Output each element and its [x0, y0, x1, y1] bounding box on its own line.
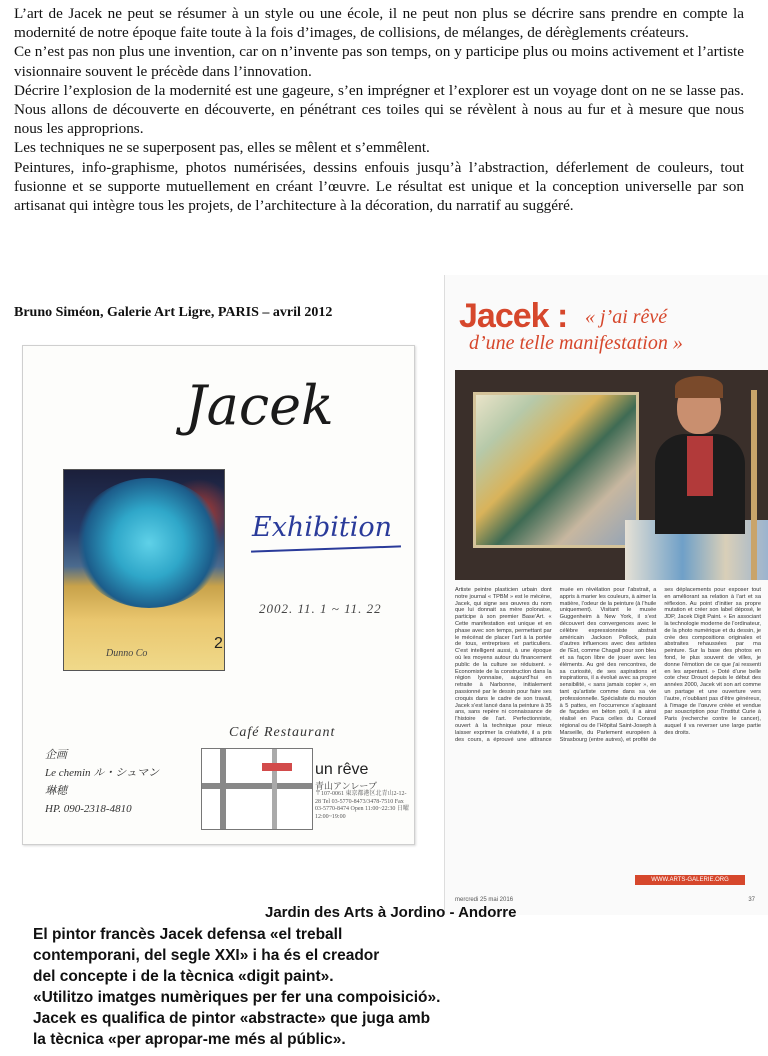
credit-line: 琳穂 [45, 785, 67, 797]
painting-image [63, 469, 225, 671]
map-road [272, 749, 277, 829]
painting-number: 2 [214, 635, 223, 652]
venue-name: un rêve [315, 761, 369, 778]
map-marker [262, 763, 292, 771]
artist-photo [455, 370, 768, 580]
painting-orb [74, 478, 224, 608]
subtitle-underline [251, 545, 401, 552]
venue-map [201, 748, 313, 830]
magazine-quote-line1: « j’ai rêvé [585, 306, 668, 328]
intro-paragraph: L’art de Jacek ne peut se résumer à un style ou une école, il ne peut non plus se décrire sans prendre en compte la modernité de notre époque faite toute à la fois d’images, de collisions, de mélanges, de dérèglements créateurs. [14, 5, 744, 42]
poster-title: Jacek [185, 374, 334, 437]
map-road [220, 749, 226, 829]
magazine-quote-line2: d’une telle manifestation » [469, 332, 683, 354]
caption-line: la tècnica «per apropar-me més al públic». [33, 1031, 346, 1048]
intro-paragraph: Décrire l’explosion de la modernité est une gageure, s’en imprégner et l’explorer est un voyage dont on ne se lasse pas. Nous allons de découverte en découverte, en pénétrant ces toiles qui se révèlent à nous au fur et à mesure que nous nous les approprions. [14, 81, 744, 138]
caption-line: Jacek es qualifica de pintor «abstracte» que juga amb [33, 1010, 431, 1027]
intro-signature: Bruno Siméon, Galerie Art Ligre, PARIS – avril 2012 [14, 305, 333, 320]
credit-line: 企画 [45, 749, 67, 761]
caption-line: El pintor francès Jacek defensa «el treball [33, 926, 343, 943]
photo-artist [655, 380, 745, 530]
painting-signature: Dunno Co [106, 648, 148, 659]
map-road [202, 783, 312, 789]
exhibition-poster [22, 345, 415, 845]
credit-line: Le chemin ル・シュマン [45, 767, 160, 779]
photo-painting [473, 392, 639, 548]
magazine-article-text: Artiste peintre plasticien urbain dont notre journal « TPBM » est le mécène, Jacek, qui signe ses œuvres du nom que lui donnait sa mère polonaise, participe à son premier Base’Art. « Cette manifestation est unique et en phase avec son temps, permettant par le mécénat de placer l’art à la portée de tous, entreprises et particuliers. C’est intelligent aussi, à une époque où les moyens autour du financement public de la culture se réduisent. » Economiste de la construction dans la région lyonnaise, aujourd’hui en retraite à Narbonne, initialement passionné par le dessin pour faire ses croquis dans le cadre de son travail, Jacek s’est lancé dans la peinture à 35 ans, sans repère ni connaissance de l’histoire de l’art. Perfectionniste, ouvert à la technique pour mieux laisser exprimer la créativité, il a pris des cours, a éprouvé une attirance muée en révélation pour l’abstrait, a appris à marier les couleurs, à aimer la matière, l’odeur de la peinture (à l’huile uniquement). Visitant le musée Guggenheim à New York, il s’est découvert des convergences avec le célèbre expressionniste abstrait américain Jackson Pollock, puis d’autres influences avec des artistes de l’Est, comme Chagall pour son bleu et sa façon libre de jouer avec les éléments. Au gré des rencontres, de sa curiosité, de ses aspirations et inspirations, il a évolué avec sa propre sensibilité, « sans jamais copier », en tant qu’artiste comme dans sa vie professionnelle. Spécialiste du mouton à 5 pattes, en l’occurrence s’agissant de façades en béton poli, il a ainsi réalisé en Paca celles du Conseil régional ou de l’Hôpital Saint-Joseph à Marseille, du Parlement européen à Strasbourg (entre autres), et profité de ses déplacements pour exposer tout en améliorant sa relation à l’art et sa réflexion. Au point d’initier sa propre mutation et créer son label déposé, le JDP, Jacek Digit Paint. « En associant la technologie moderne de l’ordinateur, de la photo numérique et du dessin, je crée des compositions originales et abstraites rehaussées par ma peinture. Sur la base des photos en fond, le plus souvent de villes, je donne l’émotion de ce que j’ai ressenti en les arpentant. » Doté d’une belle cote chez Drouot depuis le début des années 2000, Jacek vit son art comme un partage et une ouverture vers l’autre, n’oubliant pas d’être généreux, à l’image de l’œuvre créée et vendue par souscription pour l’Institut Curie à Paris (recherche contre le cancer), auquel il va reverser une large partie des droits. [455, 587, 761, 743]
intro-text [14, 4, 744, 215]
poster-subtitle: Exhibition [252, 512, 393, 543]
caption-text [33, 924, 633, 1050]
poster-credits [45, 746, 159, 818]
caption-line: contemporani, del segle XXI» i ha és el creador [33, 947, 380, 964]
caption-place: Jardin des Arts à Jordino - Andorre [265, 904, 517, 921]
intro-paragraph: Peintures, info-graphisme, photos numérisées, dessins enfouis jusqu’à l’abstraction, déferlement de couleurs, tout fusionne et se supporte mutuellement en créant l’œuvre. Le résultat est unique et la conception universelle par son artisanat qui intègre tous les projets, de l’architecture à la décoration, du narratif au suggéré. [14, 158, 744, 215]
caption-line: «Utilitzo imatges numèriques per fer una compoisició». [33, 989, 441, 1006]
credit-line: HP. 090-2318-4810 [45, 803, 132, 815]
photo-easel [751, 390, 757, 580]
artist-hair [675, 376, 723, 398]
intro-paragraph: Les techniques ne se superposent pas, elles se mêlent et s’emmêlent. [14, 139, 430, 157]
venue-subtitle: 青山アンレーブ [315, 781, 377, 791]
venue-info: 〒107-0061 東京都港区北青山2-12-28 Tel 03-5770-8473/3478-7510 Fax 03-5770-8474 Open 11:00~22:30 日曜 12:00~19:00 [315, 791, 409, 820]
magazine-headline: Jacek : [459, 297, 568, 335]
artist-shirt [687, 436, 713, 496]
intro-paragraph: Ce n’est pas non plus une invention, car on n’invente pas son temps, on y participe plus ou moins activement et l’artiste visionnaire souvent le précède dans l’innovation. [14, 43, 744, 80]
poster-venue: Café Restaurant [229, 725, 336, 740]
magazine-footer [455, 897, 755, 903]
magazine-footer-date: mercredi 25 mai 2016 [455, 897, 514, 903]
magazine-url: WWW.ARTS-GALERIE.ORG [635, 875, 745, 885]
magazine-page-number: 37 [748, 897, 755, 903]
caption-line: del concepte i de la tècnica «digit paint». [33, 968, 334, 985]
poster-dates: 2002. 11. 1 ~ 11. 22 [259, 601, 382, 616]
magazine-page [444, 275, 768, 915]
